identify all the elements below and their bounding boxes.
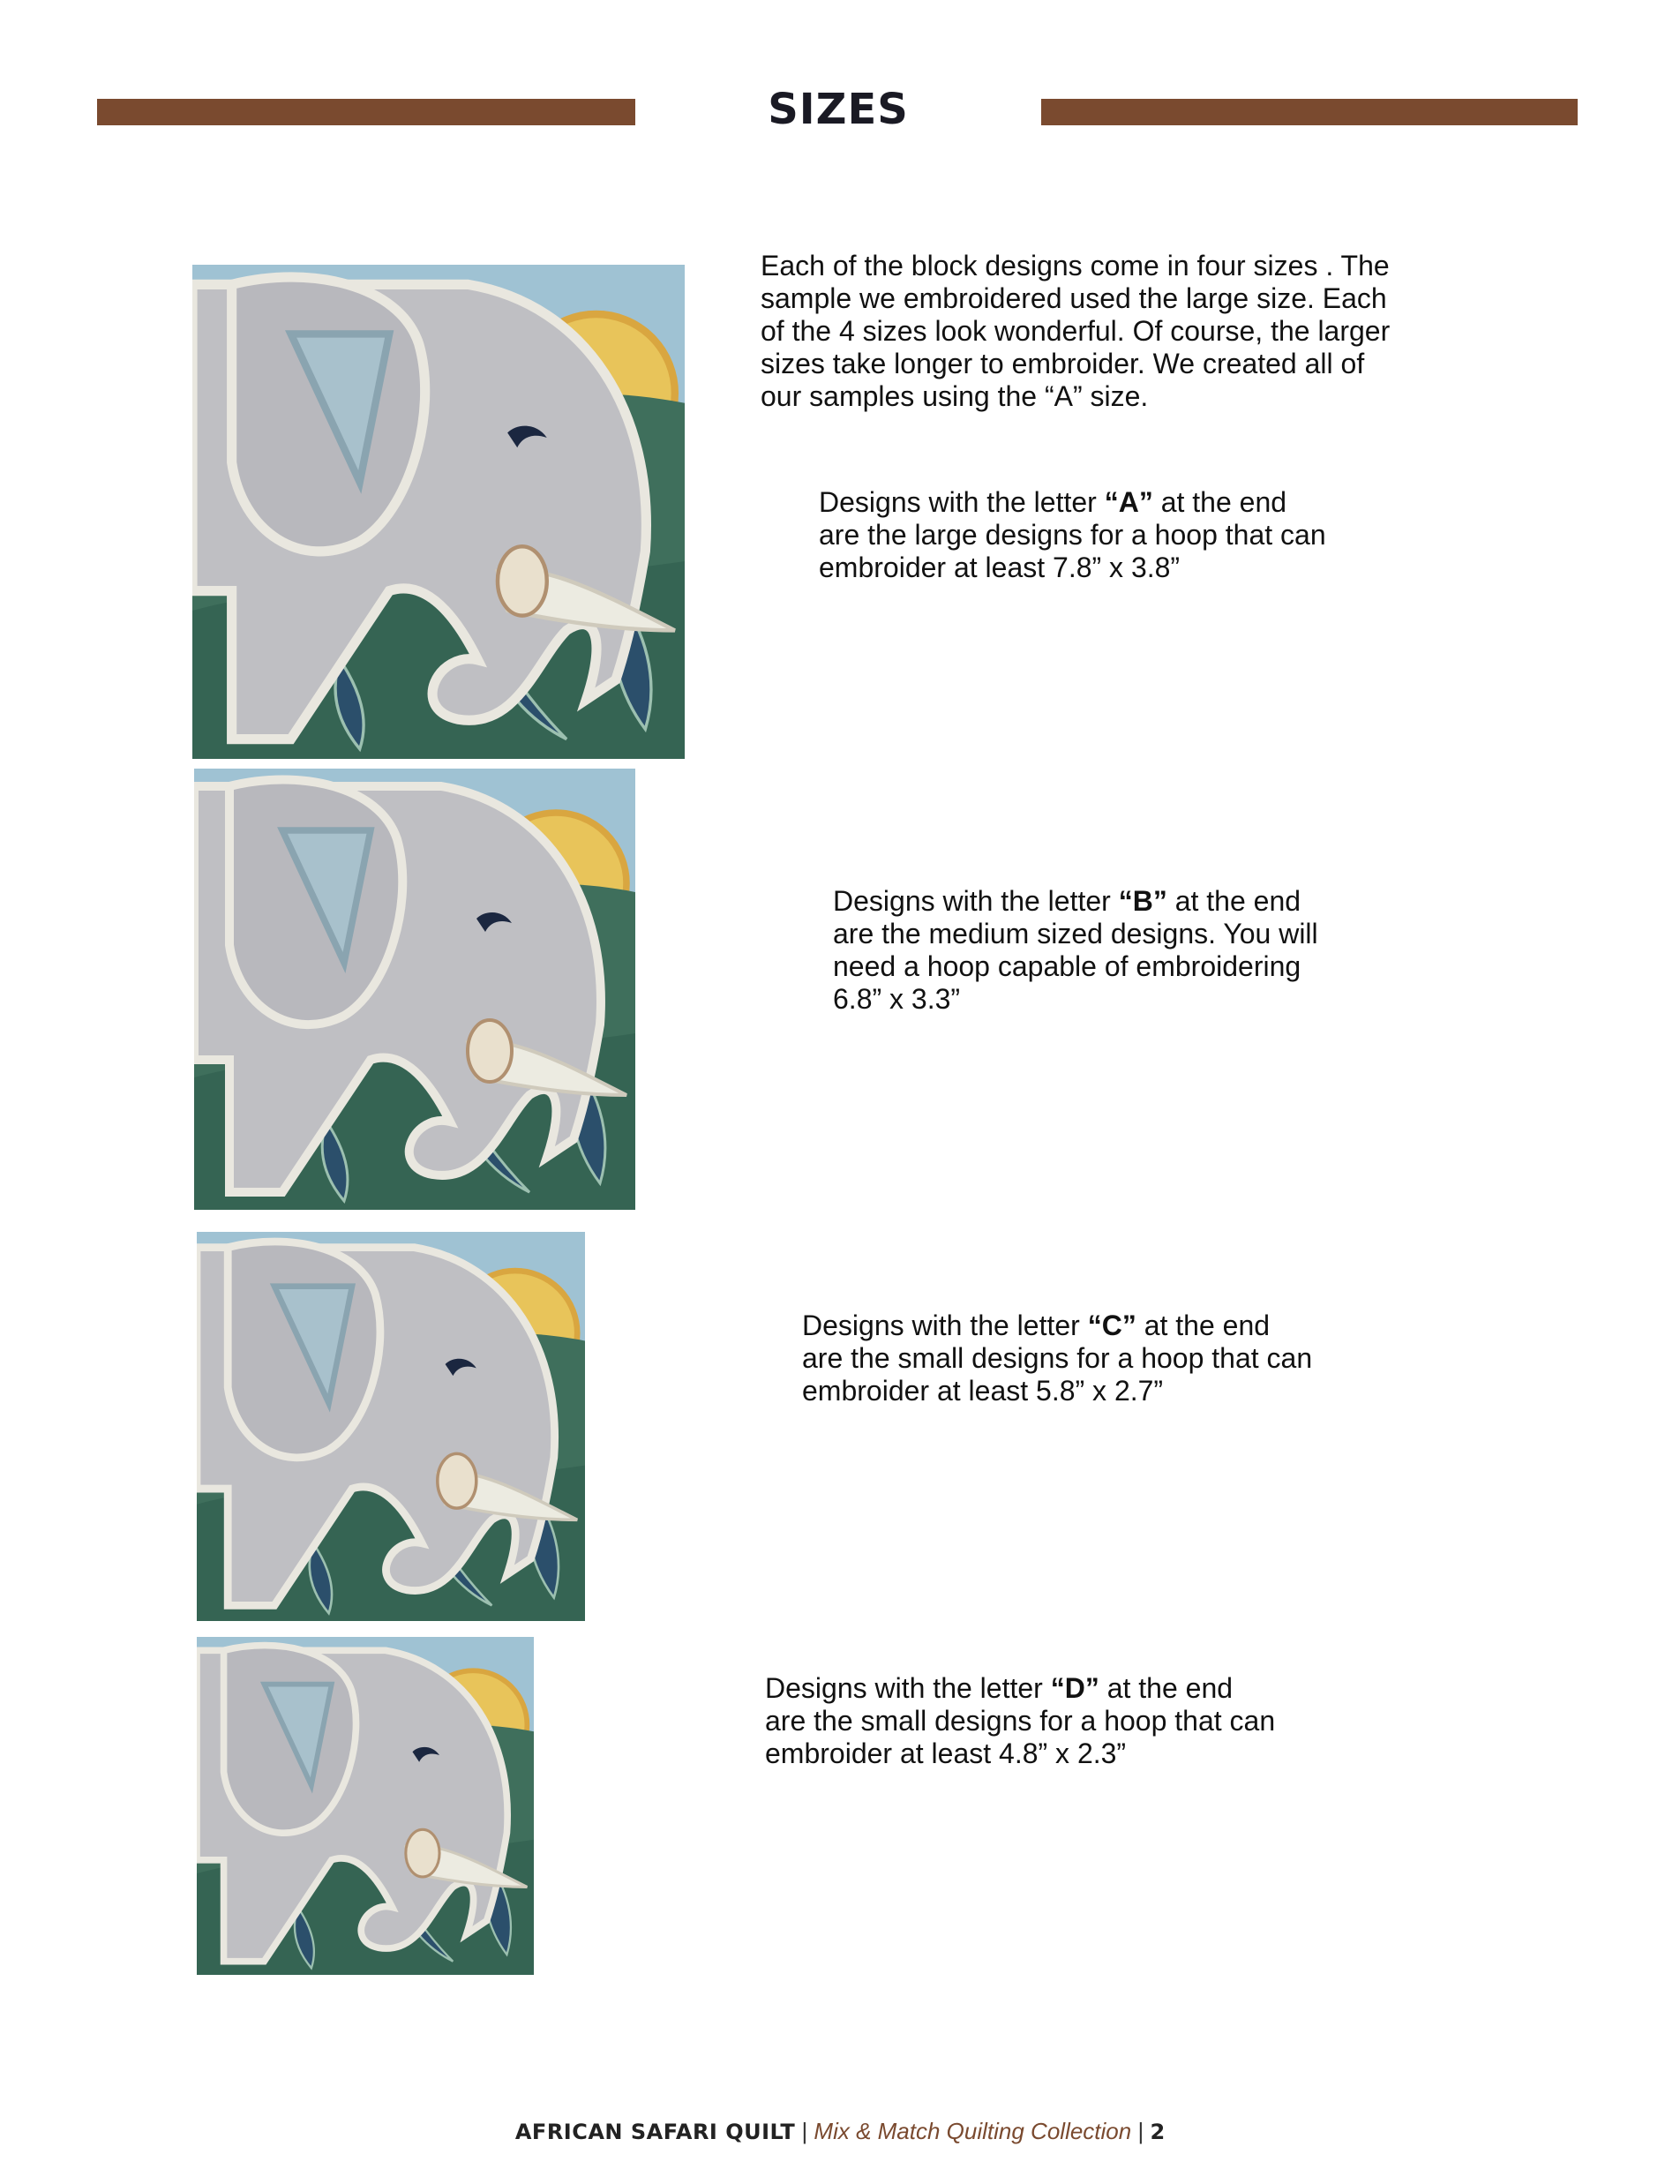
footer-separator: | — [795, 2118, 814, 2144]
footer-brand: AFRICAN SAFARI QUILT — [514, 2120, 796, 2144]
elephant-block-size-a-image — [192, 265, 685, 759]
header-rule-right — [1041, 99, 1578, 125]
size-d-description — [765, 1672, 1400, 1770]
elephant-block-size-d-image — [197, 1637, 534, 1975]
size-b-letter: “B” — [1118, 885, 1167, 917]
footer-collection: Mix & Match Quilting Collection — [814, 2118, 1132, 2144]
page-number: 2 — [1150, 2120, 1166, 2144]
elephant-block-size-c-image — [197, 1232, 585, 1621]
size-a-prefix: Designs with the letter — [819, 486, 1105, 518]
header-rule-left — [97, 99, 635, 125]
size-d-details: at the end are the small designs for a hoop that can embroider at least 4.8” x 2.3” — [765, 1672, 1276, 1769]
elephant-block-size-b-image — [194, 769, 635, 1210]
size-d-letter: “D” — [1050, 1672, 1099, 1704]
page-footer — [0, 2118, 1680, 2145]
size-c-letter: “C” — [1087, 1310, 1136, 1341]
size-d-prefix: Designs with the letter — [765, 1672, 1051, 1704]
size-b-details: at the end are the medium sized designs. You will need a hoop capable of embroidering 6.8” x 3.3” — [833, 885, 1318, 1015]
size-c-description — [802, 1310, 1437, 1407]
size-b-description — [833, 885, 1468, 1016]
size-c-details: at the end are the small designs for a hoop that can embroider at least 5.8” x 2.7” — [802, 1310, 1313, 1407]
size-a-letter: “A” — [1104, 486, 1153, 518]
size-a-description — [819, 486, 1454, 584]
size-c-prefix: Designs with the letter — [802, 1310, 1088, 1341]
intro-paragraph: Each of the block designs come in four sizes . The sample we embroidered used the large size. Each of the 4 sizes look wonderful. Of course, the larger sizes take longer to embroider. We created all of our samples using the “A” size. — [761, 250, 1391, 412]
size-b-prefix: Designs with the letter — [833, 885, 1119, 917]
footer-separator-2: | — [1131, 2118, 1151, 2144]
page-title: SIZES — [768, 85, 909, 134]
size-a-details: at the end are the large designs for a hoop that can embroider at least 7.8” x 3.8” — [819, 486, 1326, 583]
